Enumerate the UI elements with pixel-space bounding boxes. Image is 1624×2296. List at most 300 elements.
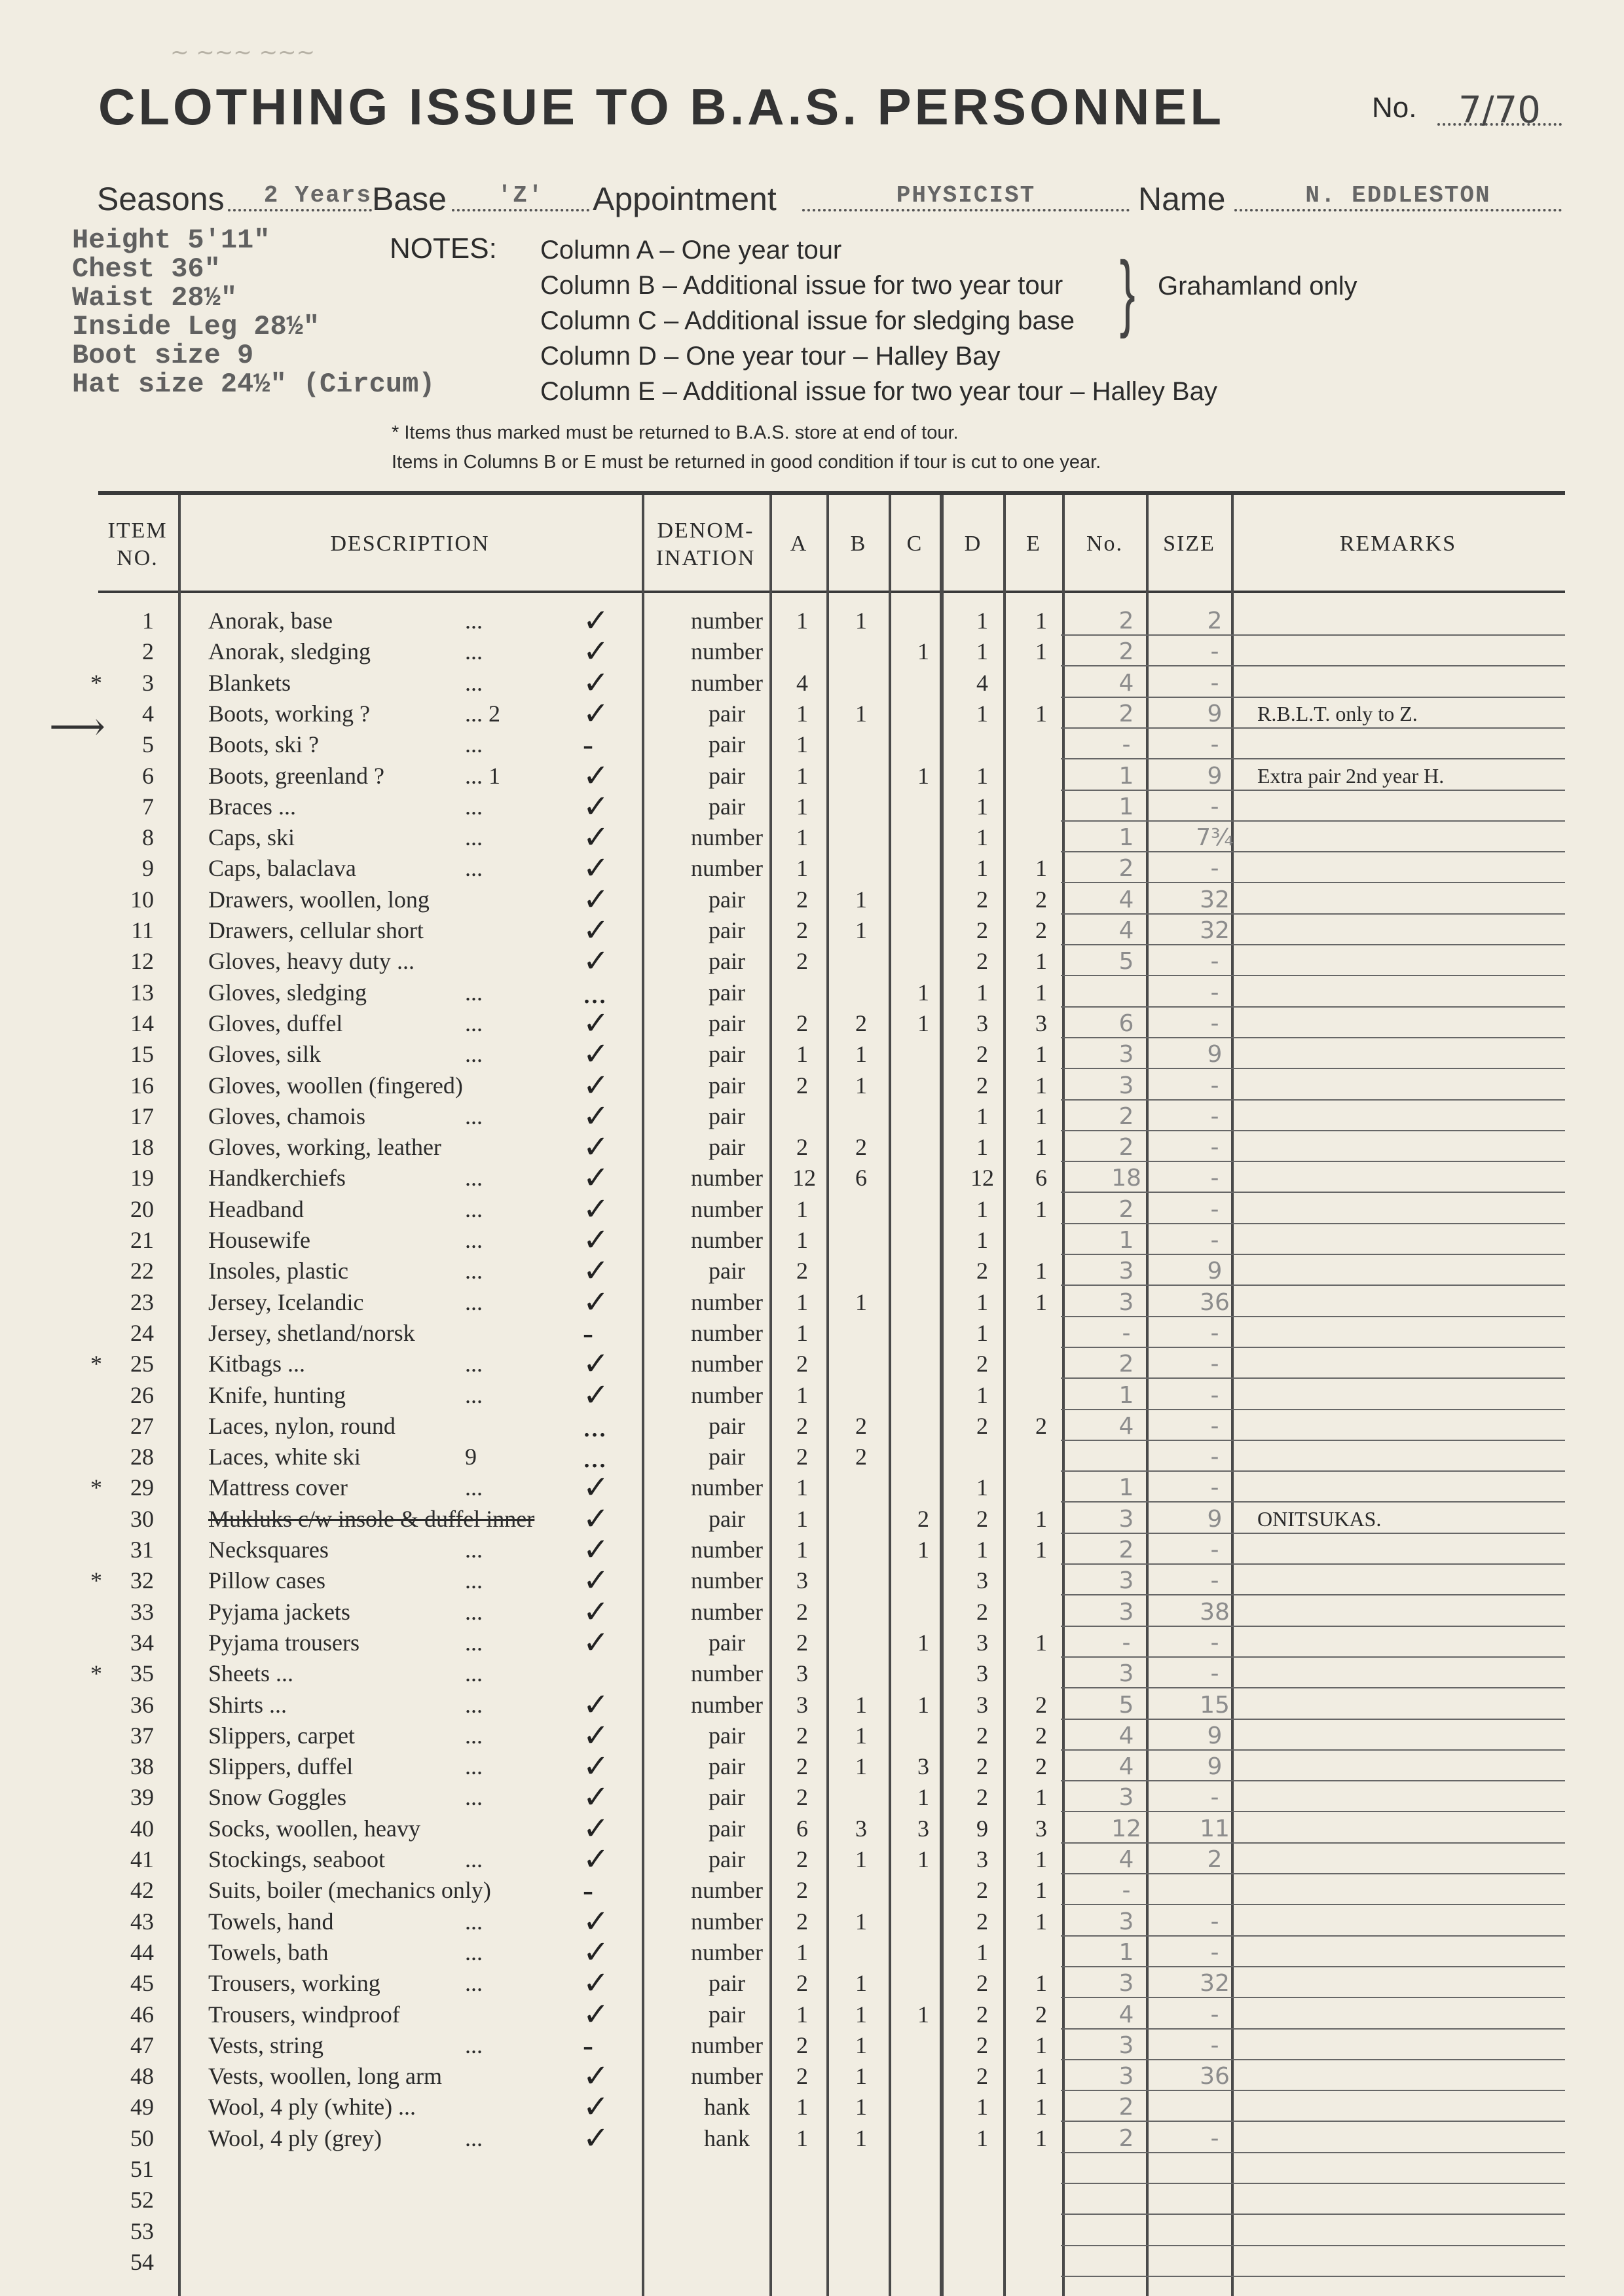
row-check-mark: ✓ xyxy=(583,1347,610,1381)
measurement-height: Height 5'11" xyxy=(72,225,270,256)
row-rule-line xyxy=(1061,2276,1565,2277)
row-item-number: 17 xyxy=(130,1103,154,1129)
row-size[interactable]: 9 xyxy=(1207,701,1223,727)
row-issued-no[interactable]: 4 xyxy=(1118,917,1134,944)
name-field[interactable]: N. EDDLESTON xyxy=(1234,182,1562,211)
row-col-b: 1 xyxy=(855,1692,867,1718)
row-issued-no[interactable]: 2 xyxy=(1118,1537,1134,1563)
row-col-b: 1 xyxy=(855,2125,867,2151)
row-denomination: pair xyxy=(709,1815,745,1842)
row-col-d: 4 xyxy=(976,670,988,696)
row-item-number: 22 xyxy=(130,1258,154,1284)
row-item-number: 34 xyxy=(130,1630,154,1656)
table-row xyxy=(98,1721,1565,1751)
row-item-number: 40 xyxy=(130,1815,154,1842)
row-col-d: 1 xyxy=(976,1537,988,1563)
row-denomination: pair xyxy=(709,1072,745,1099)
row-leader-dots: ... xyxy=(465,1660,483,1686)
row-col-d: 3 xyxy=(976,1846,988,1872)
row-size[interactable]: - xyxy=(1210,1939,1219,1966)
row-check-mark: ✓ xyxy=(583,1719,610,1753)
table-row xyxy=(98,2247,1565,2278)
note-column-a: Column A – One year tour xyxy=(540,236,842,264)
row-issued-no[interactable]: 3 xyxy=(1118,1258,1134,1285)
row-size[interactable]: 9 xyxy=(1207,1258,1223,1285)
row-item-number: 43 xyxy=(130,1908,154,1935)
row-issued-no[interactable]: 18 xyxy=(1111,1165,1141,1192)
row-size[interactable]: - xyxy=(1210,1165,1219,1192)
row-leader-dots: ... xyxy=(465,1692,483,1718)
row-denomination: pair xyxy=(709,1970,745,1996)
row-col-e: 1 xyxy=(1035,1970,1047,1996)
row-rule-line xyxy=(1061,2121,1565,2122)
row-denomination: pair xyxy=(709,1413,745,1439)
row-description: Caps, ski xyxy=(208,824,295,850)
row-size[interactable]: 11 xyxy=(1200,1815,1230,1842)
row-size[interactable]: - xyxy=(1210,1630,1219,1656)
row-issued-no[interactable]: 3 xyxy=(1118,1041,1134,1068)
row-check-mark: ✓ xyxy=(583,1749,610,1784)
row-issued-no[interactable]: 2 xyxy=(1118,1134,1134,1161)
row-description: Gloves, sledging xyxy=(208,979,367,1006)
table-top-rule xyxy=(98,491,1565,495)
row-leader-dots: ... xyxy=(465,1474,483,1501)
row-issued-no[interactable]: 3 xyxy=(1118,1567,1134,1594)
row-item-number: 39 xyxy=(130,1784,154,1810)
row-remarks[interactable]: Extra pair 2nd year H. xyxy=(1257,764,1445,788)
row-col-a: 3 xyxy=(796,1567,808,1594)
row-size[interactable]: - xyxy=(1210,979,1219,1006)
table-row xyxy=(98,1751,1565,1782)
row-description: Gloves, duffel xyxy=(208,1010,343,1036)
table-row xyxy=(98,1937,1565,1968)
base-label: Base xyxy=(372,181,447,217)
row-issued-no[interactable]: 4 xyxy=(1118,886,1134,913)
row-col-c: 1 xyxy=(917,1010,929,1036)
row-denomination: number xyxy=(691,1227,763,1253)
row-issued-no[interactable]: - xyxy=(1122,731,1131,758)
header-col-d: D xyxy=(964,532,982,556)
base-field[interactable]: 'Z' xyxy=(452,182,589,211)
row-issued-no[interactable]: 4 xyxy=(1118,1753,1134,1780)
table-row xyxy=(98,606,1565,636)
row-size[interactable]: - xyxy=(1210,948,1219,975)
row-description: Sheets ... xyxy=(208,1660,293,1686)
row-col-d: 2 xyxy=(976,1351,988,1377)
row-size[interactable]: - xyxy=(1210,1908,1219,1935)
note-column-e: Column E – Additional issue for two year tour – Halley Bay xyxy=(540,377,1217,406)
row-col-a: 3 xyxy=(796,1660,808,1686)
row-check-mark: ✓ xyxy=(583,1254,610,1288)
row-issued-no[interactable]: 3 xyxy=(1118,1289,1134,1316)
row-col-b: 1 xyxy=(855,2032,867,2058)
row-rule-line xyxy=(1061,1316,1565,1317)
row-size[interactable]: - xyxy=(1210,855,1219,882)
row-col-a: 2 xyxy=(796,948,808,974)
row-check-mark: - xyxy=(583,1873,593,1908)
header-description: DESCRIPTION xyxy=(330,532,490,556)
row-issued-no[interactable]: 3 xyxy=(1118,1599,1134,1626)
row-issued-no[interactable]: 3 xyxy=(1118,1072,1134,1099)
seasons-field[interactable]: 2 Years xyxy=(228,182,372,211)
row-col-d: 3 xyxy=(976,1567,988,1594)
row-issued-no[interactable]: 1 xyxy=(1118,1227,1134,1254)
row-issued-no[interactable]: 4 xyxy=(1118,1722,1134,1749)
row-rule-line xyxy=(1061,1377,1565,1379)
row-size[interactable]: 38 xyxy=(1200,1599,1230,1626)
row-check-mark: ✓ xyxy=(583,1563,610,1598)
row-size[interactable]: - xyxy=(1210,1382,1219,1409)
row-item-number: 53 xyxy=(130,2218,154,2244)
row-col-a: 1 xyxy=(796,855,808,881)
row-col-b: 1 xyxy=(855,1289,867,1315)
table-row xyxy=(98,1070,1565,1101)
row-col-a: 2 xyxy=(796,1599,808,1625)
row-issued-no[interactable]: 1 xyxy=(1118,824,1134,851)
row-size[interactable]: 9 xyxy=(1207,1753,1223,1780)
row-issued-no[interactable]: 2 xyxy=(1118,2125,1134,2152)
row-check-mark: ✓ xyxy=(583,1626,610,1660)
hand-arrow-mark: ⟶ xyxy=(49,705,106,748)
row-col-d: 1 xyxy=(976,1289,988,1315)
row-col-a: 1 xyxy=(796,2094,808,2120)
row-issued-no[interactable]: 2 xyxy=(1118,1103,1134,1130)
row-col-e: 1 xyxy=(1035,1877,1047,1903)
row-leader-dots: ... xyxy=(465,670,483,696)
row-col-d: 2 xyxy=(976,1722,988,1749)
row-issued-no[interactable]: 2 xyxy=(1118,701,1134,727)
row-denomination: number xyxy=(691,1692,763,1718)
row-size[interactable]: 36 xyxy=(1200,1289,1230,1316)
row-col-a: 12 xyxy=(792,1165,816,1191)
header-col-e: E xyxy=(1026,532,1041,556)
row-description: Laces, white ski xyxy=(208,1444,361,1470)
table-row xyxy=(98,2030,1565,2061)
row-item-number: 3 xyxy=(142,670,154,696)
row-item-number: 2 xyxy=(142,638,154,665)
row-size[interactable]: 32 xyxy=(1200,886,1230,913)
row-col-e: 1 xyxy=(1035,701,1047,727)
row-check-mark: ✓ xyxy=(583,1161,610,1195)
row-col-c: 1 xyxy=(917,1784,929,1810)
row-issued-no[interactable]: 5 xyxy=(1118,948,1134,975)
row-check-mark: ✓ xyxy=(583,913,610,948)
row-size[interactable]: - xyxy=(1210,1196,1219,1223)
row-size[interactable]: - xyxy=(1210,1320,1219,1347)
row-size[interactable]: - xyxy=(1210,1103,1219,1130)
row-col-a: 2 xyxy=(796,2032,808,2058)
row-size[interactable]: - xyxy=(1210,638,1219,665)
row-issued-no[interactable]: 2 xyxy=(1118,1351,1134,1377)
row-issued-no[interactable]: 4 xyxy=(1118,2001,1134,2028)
row-rule-line xyxy=(1061,1037,1565,1038)
table-row xyxy=(98,2154,1565,2185)
appointment-field[interactable]: PHYSICIST xyxy=(802,182,1130,211)
row-col-d: 1 xyxy=(976,1939,988,1965)
row-item-number: 28 xyxy=(130,1444,154,1470)
row-check-mark: ✓ xyxy=(583,1997,610,2032)
row-leader-dots: ... xyxy=(465,1722,483,1749)
row-col-e: 1 xyxy=(1035,1784,1047,1810)
row-leader-dots: ... xyxy=(465,1010,483,1036)
row-col-c: 1 xyxy=(917,1630,929,1656)
footnote-condition: Items in Columns B or E must be returned in good condition if tour is cut to one year. xyxy=(392,452,1101,473)
row-remarks[interactable]: ONITSUKAS. xyxy=(1257,1507,1382,1531)
row-issued-no[interactable]: 2 xyxy=(1118,2094,1134,2121)
row-col-d: 2 xyxy=(976,1506,988,1532)
row-size[interactable]: 2 xyxy=(1207,1846,1223,1873)
footnote-return: * Items thus marked must be returned to B.A.S. store at end of tour. xyxy=(392,422,959,443)
row-col-b: 1 xyxy=(855,2001,867,2028)
row-col-e: 1 xyxy=(1035,948,1047,974)
row-denomination: number xyxy=(691,1165,763,1191)
row-col-e: 1 xyxy=(1035,1041,1047,1067)
row-col-e: 1 xyxy=(1035,608,1047,634)
row-issued-no[interactable]: 3 xyxy=(1118,2032,1134,2059)
row-denomination: pair xyxy=(709,1444,745,1470)
row-description: Gloves, silk xyxy=(208,1041,322,1067)
row-check-mark: ✓ xyxy=(583,1502,610,1537)
row-col-d: 2 xyxy=(976,1908,988,1935)
row-leader-dots: ... xyxy=(465,1382,483,1408)
row-issued-no[interactable]: 3 xyxy=(1118,2063,1134,2090)
row-size[interactable]: 9 xyxy=(1207,1722,1223,1749)
row-denomination: pair xyxy=(709,886,745,913)
row-size[interactable]: - xyxy=(1210,1660,1219,1687)
row-issued-no[interactable]: 1 xyxy=(1118,1382,1134,1409)
row-issued-no[interactable]: - xyxy=(1122,1320,1131,1347)
row-size[interactable]: - xyxy=(1210,670,1219,697)
table-row xyxy=(98,1782,1565,1813)
row-rule-line xyxy=(1061,1563,1565,1565)
row-issued-no[interactable]: 4 xyxy=(1118,1413,1134,1440)
row-size[interactable]: 9 xyxy=(1207,763,1223,790)
row-size[interactable]: 2 xyxy=(1207,608,1223,634)
row-size[interactable]: - xyxy=(1210,1351,1219,1377)
form-number-label: No. xyxy=(1372,92,1417,124)
row-check-mark: ✓ xyxy=(583,1688,610,1722)
row-denomination: pair xyxy=(709,701,745,727)
row-col-e: 1 xyxy=(1035,1289,1047,1315)
row-size[interactable]: - xyxy=(1210,2125,1219,2152)
row-leader-dots: 9 xyxy=(465,1444,477,1470)
row-issued-no[interactable]: 2 xyxy=(1118,855,1134,882)
row-issued-no[interactable]: 1 xyxy=(1118,1474,1134,1501)
row-leader-dots: ... xyxy=(465,1784,483,1810)
row-size[interactable]: 15 xyxy=(1200,1692,1230,1719)
row-size[interactable]: - xyxy=(1210,793,1219,820)
row-size[interactable]: 36 xyxy=(1200,2063,1230,2090)
row-rule-line xyxy=(1061,1285,1565,1286)
table-row xyxy=(98,2185,1565,2215)
row-issued-no[interactable]: 3 xyxy=(1118,1784,1134,1811)
row-col-a: 1 xyxy=(796,1289,808,1315)
row-description: Kitbags ... xyxy=(208,1351,305,1377)
row-denomination: number xyxy=(691,608,763,634)
row-description: Knife, hunting xyxy=(208,1382,346,1408)
row-size[interactable]: - xyxy=(1210,1784,1219,1811)
row-issued-no[interactable]: 2 xyxy=(1118,638,1134,665)
row-denomination: number xyxy=(691,1289,763,1315)
row-denomination: number xyxy=(691,1351,763,1377)
row-leader-dots: ... xyxy=(465,824,483,850)
row-col-b: 1 xyxy=(855,886,867,913)
row-leader-dots: ... xyxy=(465,638,483,665)
row-leader-dots: ... xyxy=(465,1753,483,1779)
row-size[interactable]: - xyxy=(1210,2001,1219,2028)
row-issued-no[interactable]: 12 xyxy=(1111,1815,1141,1842)
row-issued-no[interactable]: 3 xyxy=(1118,1908,1134,1935)
row-rule-line xyxy=(1061,1068,1565,1069)
row-issued-no[interactable]: 4 xyxy=(1118,1846,1134,1873)
row-col-e: 1 xyxy=(1035,1134,1047,1160)
row-col-a: 1 xyxy=(796,2125,808,2151)
measurement-waist: Waist 28½" xyxy=(72,282,238,314)
form-number-value[interactable]: 7/70 xyxy=(1437,98,1562,126)
row-leader-dots: ... xyxy=(465,2032,483,2058)
row-size[interactable]: 7¾ xyxy=(1196,824,1234,851)
row-denomination: number xyxy=(691,670,763,696)
header-no: No. xyxy=(1086,532,1124,556)
row-col-b: 2 xyxy=(855,1413,867,1439)
row-item-number: 23 xyxy=(130,1289,154,1315)
row-item-number: 44 xyxy=(130,1939,154,1965)
row-check-mark: ✓ xyxy=(583,604,610,638)
table-row xyxy=(98,1628,1565,1658)
row-col-e: 1 xyxy=(1035,2094,1047,2120)
row-description: Boots, greenland ? xyxy=(208,763,384,789)
note-column-c: Column C – Additional issue for sledging base xyxy=(540,306,1075,335)
row-denomination: number xyxy=(691,1908,763,1935)
row-leader-dots: ... xyxy=(465,1258,483,1284)
row-check-mark: ✓ xyxy=(583,634,610,669)
row-col-a: 1 xyxy=(796,701,808,727)
row-issued-no[interactable]: 5 xyxy=(1118,1692,1134,1719)
row-size[interactable]: - xyxy=(1210,1010,1219,1037)
table-row xyxy=(98,1318,1565,1349)
row-rule-line xyxy=(1061,1811,1565,1812)
row-issued-no[interactable]: - xyxy=(1122,1877,1131,1904)
row-issued-no[interactable]: 2 xyxy=(1118,608,1134,634)
row-rule-line xyxy=(1061,1192,1565,1193)
row-col-d: 1 xyxy=(976,1474,988,1501)
row-size[interactable]: - xyxy=(1210,1227,1219,1254)
row-size[interactable]: 9 xyxy=(1207,1506,1223,1533)
row-col-a: 2 xyxy=(796,1351,808,1377)
row-col-e: 2 xyxy=(1035,1722,1047,1749)
row-denomination: pair xyxy=(709,2001,745,2028)
row-size[interactable]: - xyxy=(1210,1444,1219,1470)
row-remarks[interactable]: R.B.L.T. only to Z. xyxy=(1257,702,1418,725)
row-issued-no[interactable]: 4 xyxy=(1118,670,1134,697)
row-leader-dots: ... xyxy=(465,1537,483,1563)
table-row xyxy=(98,1999,1565,2030)
row-size[interactable]: 9 xyxy=(1207,1041,1223,1068)
row-col-b: 3 xyxy=(855,1815,867,1842)
row-col-d: 2 xyxy=(976,2001,988,2028)
row-col-e: 2 xyxy=(1035,1413,1047,1439)
row-denomination: number xyxy=(691,1567,763,1594)
row-col-a: 4 xyxy=(796,670,808,696)
row-col-b: 1 xyxy=(855,1908,867,1935)
row-rule-line xyxy=(1061,634,1565,636)
row-col-e: 6 xyxy=(1035,1165,1047,1191)
row-description: Blankets xyxy=(208,670,291,696)
row-issued-no[interactable]: 3 xyxy=(1118,1660,1134,1687)
row-col-d: 1 xyxy=(976,2094,988,2120)
row-issued-no[interactable]: 1 xyxy=(1118,763,1134,790)
table-row xyxy=(98,1690,1565,1721)
row-issued-no[interactable]: 3 xyxy=(1118,1506,1134,1533)
row-col-d: 1 xyxy=(976,855,988,881)
row-denomination: number xyxy=(691,2032,763,2058)
row-size[interactable]: - xyxy=(1210,1413,1219,1440)
row-size[interactable]: - xyxy=(1210,2032,1219,2059)
row-issued-no[interactable]: 3 xyxy=(1118,1970,1134,1997)
row-size[interactable]: - xyxy=(1210,1567,1219,1594)
row-col-d: 1 xyxy=(976,824,988,850)
row-denomination: pair xyxy=(709,793,745,820)
row-col-e: 2 xyxy=(1035,2001,1047,2028)
table-row xyxy=(98,761,1565,792)
row-size[interactable]: - xyxy=(1210,1134,1219,1161)
row-item-number: 1 xyxy=(142,608,154,634)
row-col-c: 1 xyxy=(917,638,929,665)
row-rule-line xyxy=(1061,1687,1565,1688)
row-issued-no[interactable]: 1 xyxy=(1118,1939,1134,1966)
row-col-d: 2 xyxy=(976,1970,988,1996)
row-check-mark: ✓ xyxy=(583,666,610,701)
row-col-a: 1 xyxy=(796,1506,808,1532)
row-col-d: 3 xyxy=(976,1660,988,1686)
row-denomination: pair xyxy=(709,979,745,1006)
row-size[interactable]: - xyxy=(1210,1474,1219,1501)
row-col-e: 1 xyxy=(1035,855,1047,881)
row-description: Slippers, carpet xyxy=(208,1722,355,1749)
row-check-mark: ✓ xyxy=(583,1223,610,1258)
row-size[interactable]: 32 xyxy=(1200,1970,1230,1997)
row-rule-line xyxy=(1061,1719,1565,1720)
row-issued-no[interactable]: 1 xyxy=(1118,793,1134,820)
row-issued-no[interactable]: 6 xyxy=(1118,1010,1134,1037)
table-row xyxy=(98,915,1565,946)
row-col-d: 1 xyxy=(976,763,988,789)
row-item-number: 38 xyxy=(130,1753,154,1779)
row-size[interactable]: 32 xyxy=(1200,917,1230,944)
measurement-hat-size: Hat size 24½" (Circum) xyxy=(72,369,435,400)
table-row xyxy=(98,2061,1565,2092)
row-col-d: 1 xyxy=(976,701,988,727)
row-item-number: 48 xyxy=(130,2063,154,2089)
row-col-e: 1 xyxy=(1035,1196,1047,1222)
row-col-a: 2 xyxy=(796,2063,808,2089)
row-col-a: 2 xyxy=(796,1908,808,1935)
row-issued-no[interactable]: 2 xyxy=(1118,1196,1134,1223)
row-description: Slippers, duffel xyxy=(208,1753,354,1779)
row-col-e: 2 xyxy=(1035,886,1047,913)
row-col-d: 3 xyxy=(976,1692,988,1718)
row-issued-no[interactable]: - xyxy=(1122,1630,1131,1656)
row-col-a: 2 xyxy=(796,886,808,913)
row-item-number: 41 xyxy=(130,1846,154,1872)
row-col-d: 9 xyxy=(976,1815,988,1842)
row-col-a: 2 xyxy=(796,1134,808,1160)
row-size[interactable]: - xyxy=(1210,1072,1219,1099)
row-size[interactable]: - xyxy=(1210,731,1219,758)
row-size[interactable]: - xyxy=(1210,1537,1219,1563)
header-col-b: B xyxy=(850,532,867,556)
row-item-number: 6 xyxy=(142,763,154,789)
